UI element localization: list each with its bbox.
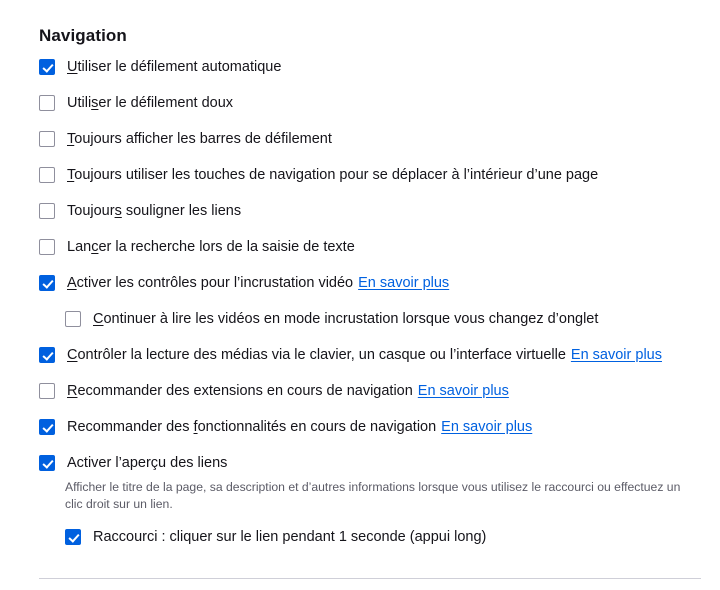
label-text: Lan: [67, 239, 92, 255]
accesskey-char: c: [91, 239, 99, 255]
checkbox-link-preview-long-press[interactable]: [65, 529, 81, 545]
checkbox-row-underline-links[interactable]: [39, 202, 701, 222]
checkbox-label-media-keys: [67, 346, 662, 364]
learn-more-link-recommend-features[interactable]: En savoir plus: [441, 419, 533, 435]
checkbox-row-caret-browsing[interactable]: [39, 166, 701, 186]
checkbox-label-recommend-features: [67, 418, 532, 436]
accesskey-char: f: [193, 419, 198, 435]
accesskey-char: C: [67, 347, 78, 363]
label-text: tiliser le défilement automatique: [77, 59, 282, 75]
link-preview-description: Afficher le titre de la page, sa description et d’autres informations lorsque vous utilisez le raccourci ou effectuez un clic droit sur un lien.: [65, 480, 681, 511]
checkbox-recommend-features[interactable]: [39, 419, 55, 435]
label-text: souligner les liens: [121, 203, 242, 219]
label-text: oujours utiliser les touches de navigation pour se déplacer à l’intérieur d’une page: [74, 167, 599, 183]
label-text: Recommander des: [67, 419, 194, 435]
label-text: ctiver les contrôles pour l’incrustation vidéo: [76, 275, 354, 291]
learn-more-link-pip-controls[interactable]: En savoir plus: [358, 275, 450, 291]
label-text: Utili: [67, 95, 92, 111]
label-text: Activer l’aperçu des liens: [67, 455, 228, 471]
checkbox-row-pip-autostart[interactable]: [65, 310, 701, 330]
accesskey-char: s: [91, 95, 99, 111]
checkbox-label-pip-autostart: [93, 310, 598, 328]
checkbox-smoothscroll[interactable]: [39, 95, 55, 111]
checkbox-recommend-extensions[interactable]: [39, 383, 55, 399]
accesskey-char: C: [93, 311, 104, 327]
checkbox-row-link-preview-long-press[interactable]: [65, 528, 701, 548]
checkbox-label-search-as-you-type: [67, 238, 355, 256]
checkbox-row-pip-controls[interactable]: [39, 274, 701, 294]
accesskey-char: T: [67, 167, 75, 183]
label-text: er la recherche lors de la saisie de texte: [98, 239, 355, 255]
checkbox-label-link-preview-long-press: Raccourci : cliquer sur le lien pendant 1 seconde (appui long): [93, 529, 487, 545]
checkbox-link-preview[interactable]: [39, 455, 55, 471]
page-title: Navigation: [39, 26, 127, 45]
checkbox-row-search-as-you-type[interactable]: [39, 238, 701, 258]
checkbox-label-recommend-extensions: [67, 382, 509, 400]
label-text: er le défilement doux: [98, 95, 234, 111]
checkbox-label-always-show-scrollbars: [67, 130, 332, 148]
learn-more-link-recommend-extensions[interactable]: En savoir plus: [417, 383, 509, 399]
checkbox-caret-browsing[interactable]: [39, 167, 55, 183]
checkbox-label-smoothscroll: [67, 94, 233, 112]
checkbox-row-autoscroll[interactable]: [39, 58, 701, 78]
accesskey-char: s: [114, 203, 122, 219]
learn-more-link-media-keys[interactable]: En savoir plus: [570, 347, 662, 363]
checkbox-row-always-show-scrollbars[interactable]: [39, 130, 701, 150]
checkbox-row-recommend-extensions[interactable]: [39, 382, 701, 402]
checkbox-pip-controls[interactable]: [39, 275, 55, 291]
checkbox-pip-autostart[interactable]: [65, 311, 81, 327]
accesskey-char: U: [67, 59, 78, 75]
label-text: Toujour: [67, 203, 115, 219]
label-text: oujours afficher les barres de défilement: [74, 131, 332, 147]
checkbox-label-link-preview: [67, 454, 227, 472]
checkbox-underline-links[interactable]: [39, 203, 55, 219]
checkbox-media-keys[interactable]: [39, 347, 55, 363]
label-text: ecommander des extensions en cours de navigation: [77, 383, 413, 399]
checkbox-row-smoothscroll[interactable]: [39, 94, 701, 114]
checkbox-row-recommend-features[interactable]: [39, 418, 701, 438]
checkbox-label-underline-links: [67, 202, 241, 220]
accesskey-char: A: [67, 275, 77, 291]
accesskey-char: T: [67, 131, 75, 147]
checkbox-autoscroll[interactable]: [39, 59, 55, 75]
checkbox-row-link-preview[interactable]: [39, 454, 701, 474]
checkbox-label-pip-controls: [67, 274, 449, 292]
section-divider: [39, 578, 701, 579]
label-text: ontrôler la lecture des médias via le clavier, un casque ou l’interface virtuelle: [77, 347, 566, 363]
label-text: onctionnalités en cours de navigation: [197, 419, 437, 435]
accesskey-char: R: [67, 383, 78, 399]
label-text: ontinuer à lire les vidéos en mode incrustation lorsque vous changez d’onglet: [103, 311, 599, 327]
checkbox-search-as-you-type[interactable]: [39, 239, 55, 255]
checkbox-row-media-keys[interactable]: [39, 346, 701, 366]
checkbox-label-autoscroll: [67, 58, 281, 76]
checkbox-always-show-scrollbars[interactable]: [39, 131, 55, 147]
checkbox-label-caret-browsing: [67, 166, 598, 184]
